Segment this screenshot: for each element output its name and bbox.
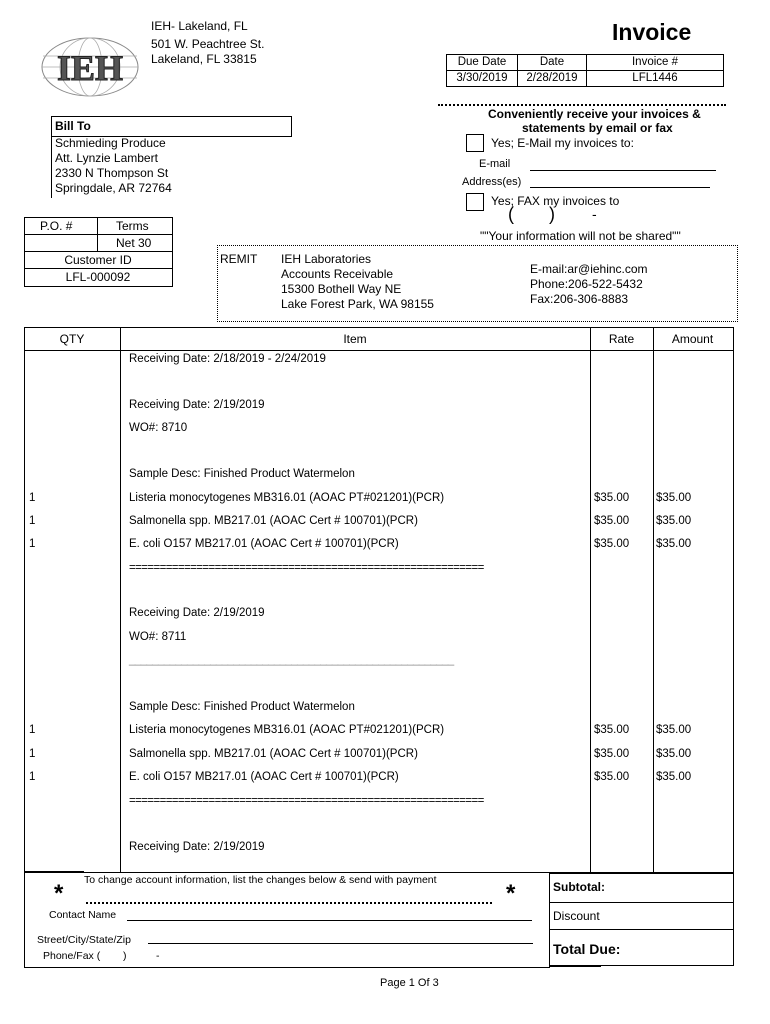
- row-item: Salmonella spp. MB217.01 (AOAC Cert # 100701)(PCR): [129, 748, 418, 760]
- notify-heading-1: Conveniently receive your invoices &: [488, 107, 701, 121]
- invoice-number-value: LFL1446: [587, 71, 724, 87]
- remit-fax: Fax:206-306-8883: [530, 292, 629, 306]
- bill-to-line-3: 2330 N Thompson St: [55, 166, 169, 180]
- street-field[interactable]: [148, 943, 533, 944]
- contact-name-label: Contact Name: [49, 909, 117, 921]
- row-item: Sample Desc: Finished Product Watermelon: [129, 701, 355, 713]
- notify-top-divider: [438, 104, 726, 106]
- row-item: Salmonella spp. MB217.01 (AOAC Cert # 100701)(PCR): [129, 515, 418, 527]
- bill-to-line-1: Schmieding Produce: [55, 136, 166, 150]
- phone-dash: -: [156, 950, 160, 962]
- street-label: Street/City/State/Zip: [37, 934, 131, 946]
- star-right: *: [506, 880, 516, 907]
- star-left: *: [54, 880, 64, 907]
- row-item: E. coli O157 MB217.01 (AOAC Cert # 100701)(PCR): [129, 538, 399, 550]
- row-item: ________________________________________________________: [129, 654, 454, 666]
- row-item: Listeria monocytogenes MB316.01 (AOAC PT#021201)(PCR): [129, 724, 445, 736]
- po-divider-3: [24, 268, 172, 269]
- row-qty: 1: [29, 492, 36, 504]
- email-label-1: E-mail: [479, 158, 511, 170]
- date-value: 2/28/2019: [518, 71, 587, 87]
- row-rate: $35.00: [594, 515, 630, 527]
- fax-option-label: Yes; FAX my invoices to: [491, 194, 620, 208]
- remit-email: E-mail:ar@iehinc.com: [530, 262, 648, 276]
- row-item: ==========================================================: [129, 562, 484, 574]
- row-qty: 1: [29, 538, 36, 550]
- phone-fax-label: Phone/Fax (: [43, 950, 101, 962]
- email-option-label: Yes; E-Mail my invoices to:: [491, 136, 634, 150]
- qty-header: QTY: [59, 332, 85, 346]
- email-checkbox[interactable]: [466, 134, 484, 152]
- subtotal-label: Subtotal:: [553, 880, 605, 894]
- row-rate: $35.00: [594, 492, 630, 504]
- fax-paren-open: (: [508, 204, 514, 224]
- date-label: Date: [518, 55, 587, 71]
- company-address-2: Lakeland, FL 33815: [151, 52, 257, 66]
- row-amount: $35.00: [656, 748, 692, 760]
- row-item: Receiving Date: 2/18/2019 - 2/24/2019: [129, 353, 326, 365]
- fax-checkbox[interactable]: [466, 193, 484, 211]
- row-amount: $35.00: [656, 538, 692, 550]
- privacy-note: ""Your information will not be shared"": [480, 229, 681, 243]
- total-due-label: Total Due:: [553, 941, 621, 957]
- row-amount: $35.00: [656, 492, 692, 504]
- page-number: Page 1 Of 3: [380, 977, 439, 989]
- row-qty: 1: [29, 515, 36, 527]
- row-item: Receiving Date: 2/19/2019: [129, 399, 265, 411]
- change-dotted-line: [86, 902, 492, 904]
- po-label: P.O. #: [40, 219, 73, 233]
- contact-name-field[interactable]: [127, 920, 532, 921]
- notify-heading-2: statements by email or fax: [522, 121, 673, 135]
- row-qty: 1: [29, 748, 36, 760]
- company-name: IEH- Lakeland, FL: [151, 19, 248, 33]
- change-form-top-left: [24, 871, 84, 872]
- fax-paren-close: ): [549, 204, 555, 224]
- company-address-1: 501 W. Peachtree St.: [151, 37, 265, 51]
- remit-dept: Accounts Receivable: [281, 267, 394, 281]
- row-item: E. coli O157 MB217.01 (AOAC Cert # 100701)(PCR): [129, 771, 399, 783]
- row-item: WO#: 8711: [129, 631, 187, 643]
- rate-header: Rate: [608, 332, 635, 346]
- po-divider-2: [24, 251, 172, 252]
- due-date-label: Due Date: [447, 55, 518, 71]
- items-header-divider: [24, 350, 733, 351]
- row-item: Sample Desc: Finished Product Watermelon: [129, 468, 355, 480]
- logo-text: IEH: [56, 48, 124, 88]
- po-divider-v: [97, 217, 98, 251]
- bill-to-address: [55, 136, 172, 196]
- row-amount: $35.00: [656, 724, 692, 736]
- col-divider-qty: [120, 327, 121, 872]
- amount-header: Amount: [671, 332, 714, 346]
- row-qty: 1: [29, 724, 36, 736]
- row-rate: $35.00: [594, 748, 630, 760]
- row-item: ==========================================================: [129, 795, 484, 807]
- row-item: WO#: 8710: [129, 422, 188, 434]
- col-divider-item: [590, 327, 591, 872]
- bill-to-label: Bill To: [55, 119, 91, 133]
- terms-value: Net 30: [116, 236, 152, 250]
- total-bottom-mark: [549, 966, 601, 967]
- due-date-value: 3/30/2019: [447, 71, 518, 87]
- po-divider-1: [24, 234, 172, 235]
- bill-to-line-4: Springdale, AR 72764: [55, 181, 172, 195]
- col-divider-rate: [653, 327, 654, 872]
- phone-paren-close: ): [123, 950, 127, 962]
- invoice-number-label: Invoice #: [587, 55, 724, 71]
- customer-id-label: Customer ID: [64, 253, 132, 267]
- remit-city: Lake Forest Park, WA 98155: [281, 297, 434, 311]
- bill-to-line-2: Att. Lynzie Lambert: [55, 151, 158, 165]
- fax-dash: -: [592, 206, 597, 222]
- item-header: Item: [343, 332, 367, 346]
- row-amount: $35.00: [656, 515, 692, 527]
- email-label-2: Address(es): [462, 176, 522, 188]
- company-logo: [40, 36, 140, 98]
- invoice-meta-table: [446, 54, 724, 87]
- row-rate: $35.00: [594, 538, 630, 550]
- customer-id-value: LFL-000092: [65, 270, 131, 284]
- row-qty: 1: [29, 771, 36, 783]
- change-instruction: To change account information, list the changes below & send with payment: [84, 874, 437, 886]
- remit-street: 15300 Bothell Way NE: [281, 282, 402, 296]
- row-rate: $35.00: [594, 771, 630, 783]
- bill-to-left-border: [51, 135, 52, 198]
- remit-phone: Phone:206-522-5432: [530, 277, 643, 291]
- discount-label: Discount: [553, 909, 600, 923]
- email-line-1[interactable]: [530, 170, 716, 171]
- email-line-2[interactable]: [530, 187, 710, 188]
- remit-name: IEH Laboratories: [281, 252, 372, 266]
- row-rate: $35.00: [594, 724, 630, 736]
- terms-label: Terms: [116, 219, 149, 233]
- row-item: Receiving Date: 2/19/2019: [129, 607, 265, 619]
- invoice-title: Invoice: [612, 19, 692, 45]
- remit-label: REMIT: [220, 252, 258, 266]
- row-item: Receiving Date: 2/19/2019: [129, 841, 265, 853]
- row-amount: $35.00: [656, 771, 692, 783]
- row-item: Listeria monocytogenes MB316.01 (AOAC PT#021201)(PCR): [129, 492, 445, 504]
